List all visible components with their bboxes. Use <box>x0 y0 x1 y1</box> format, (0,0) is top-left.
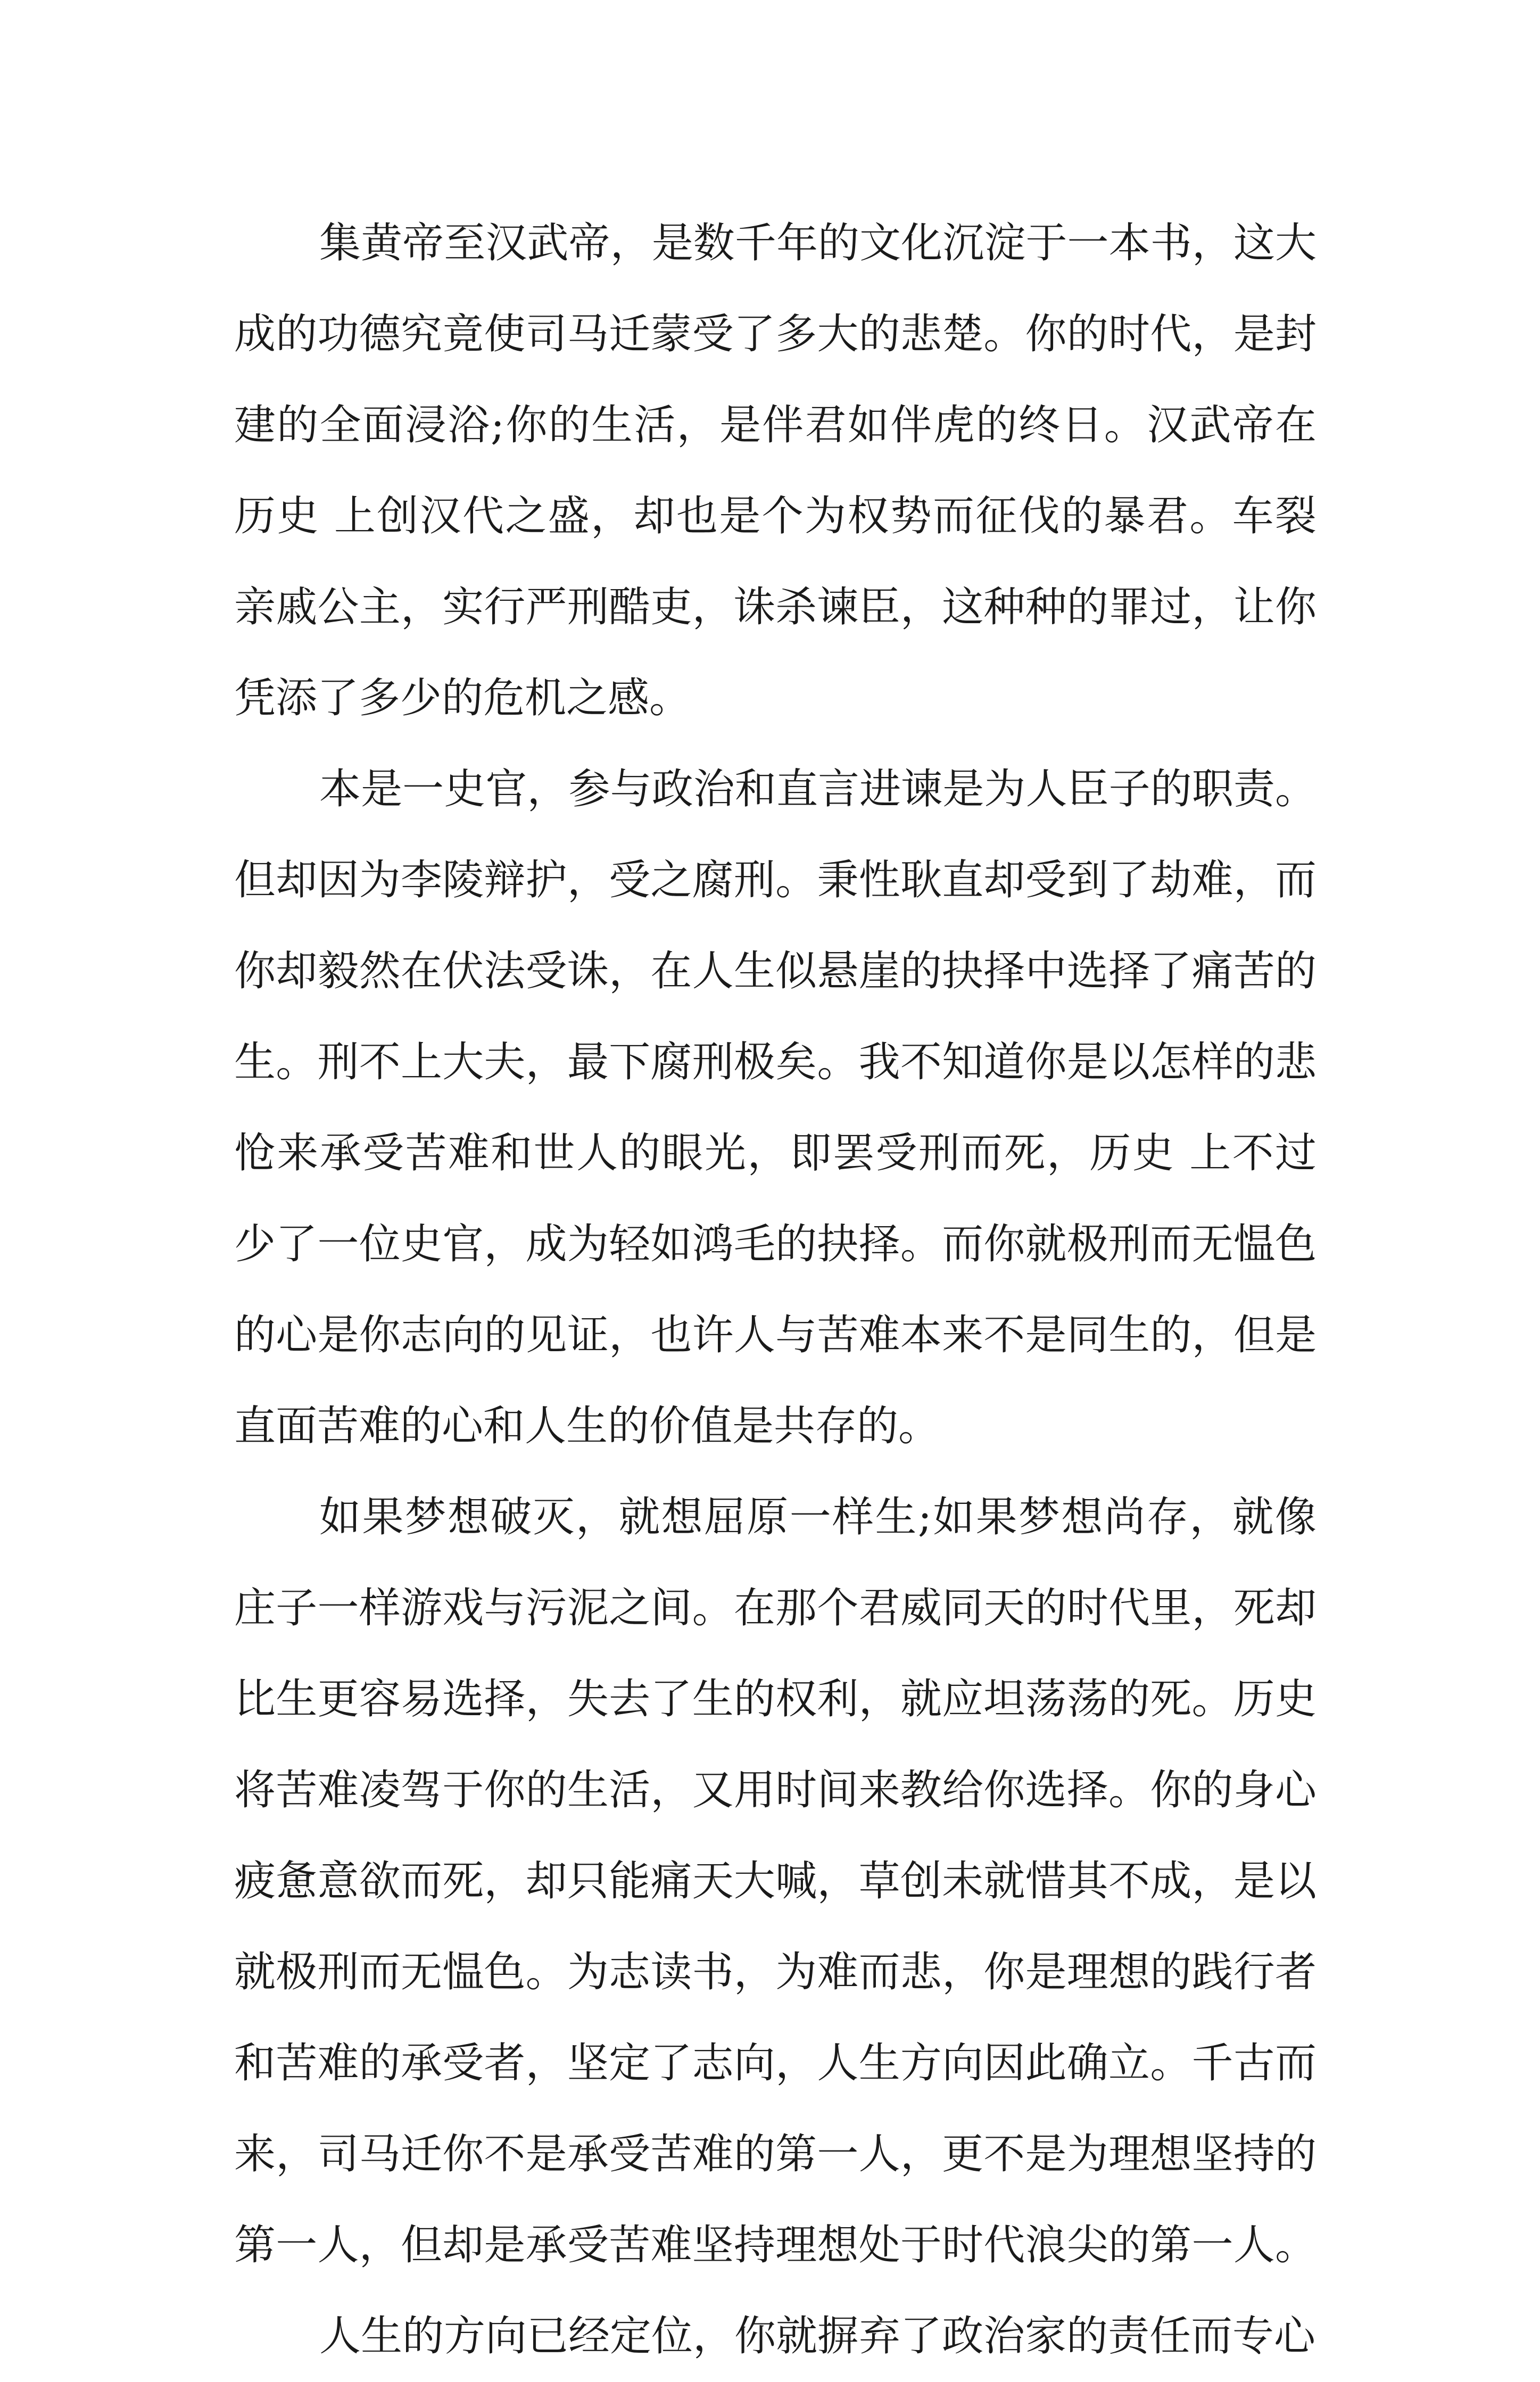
text-line: 本是一史官，参与政治和直言进谏是为人臣子的职责。 <box>319 765 1317 813</box>
text-line: 比生更容易选择，失去了生的权利，就应坦荡荡的死。历史 <box>234 1675 1317 1723</box>
text-line: 成的功德究竟使司马迁蒙受了多大的悲楚。你的时代，是封 <box>234 310 1317 358</box>
text-line: 亲戚公主，实行严刑酷吏，诛杀谏臣，这种种的罪过，让你 <box>234 583 1317 631</box>
text-line: 但却因为李陵辩护，受之腐刑。秉性耿直却受到了劫难，而 <box>234 856 1317 904</box>
text-line: 直面苦难的心和人生的价值是共存的。 <box>234 1402 940 1450</box>
text-line: 人生的方向已经定位，你就摒弃了政治家的责任而专心 <box>319 2312 1316 2360</box>
text-line: 来，司马迁你不是承受苦难的第一人，更不是为理想坚持的 <box>234 2130 1317 2178</box>
text-line: 和苦难的承受者，坚定了志向，人生方向因此确立。千古而 <box>234 2039 1317 2087</box>
text-line: 你却毅然在伏法受诛，在人生似悬崖的抉择中选择了痛苦的 <box>234 947 1317 995</box>
text-line: 历史 上创汉代之盛，却也是个为权势而征伐的暴君。车裂 <box>234 492 1317 540</box>
text-line: 集黄帝至汉武帝，是数千年的文化沉淀于一本书，这大 <box>319 219 1317 267</box>
text-line: 疲惫意欲而死，却只能痛天大喊，草创未就惜其不成，是以 <box>234 1857 1317 1905</box>
text-line: 凭添了多少的危机之感。 <box>234 674 691 722</box>
text-line: 建的全面浸浴;你的生活，是伴君如伴虎的终日。汉武帝在 <box>234 401 1317 449</box>
text-line: 的心是你志向的见证，也许人与苦难本来不是同生的，但是 <box>234 1311 1317 1359</box>
text-line: 如果梦想破灭，就想屈原一样生;如果梦想尚存，就像 <box>319 1493 1317 1541</box>
text-line: 庄子一样游戏与污泥之间。在那个君威同天的时代里，死却 <box>234 1584 1317 1632</box>
text-line: 就极刑而无愠色。为志读书，为难而悲，你是理想的践行者 <box>234 1948 1317 1996</box>
text-line: 第一人，但却是承受苦难坚持理想处于时代浪尖的第一人。 <box>234 2221 1317 2269</box>
text-line: 生。刑不上大夫，最下腐刑极矣。我不知道你是以怎样的悲 <box>234 1038 1317 1086</box>
text-line: 少了一位史官，成为轻如鸿毛的抉择。而你就极刑而无愠色 <box>234 1220 1317 1268</box>
text-line: 怆来承受苦难和世人的眼光，即罢受刑而死，历史 上不过 <box>234 1129 1317 1177</box>
text-line: 将苦难凌驾于你的生活，又用时间来教给你选择。你的身心 <box>234 1766 1317 1814</box>
essay-text <box>234 198 1317 2382</box>
